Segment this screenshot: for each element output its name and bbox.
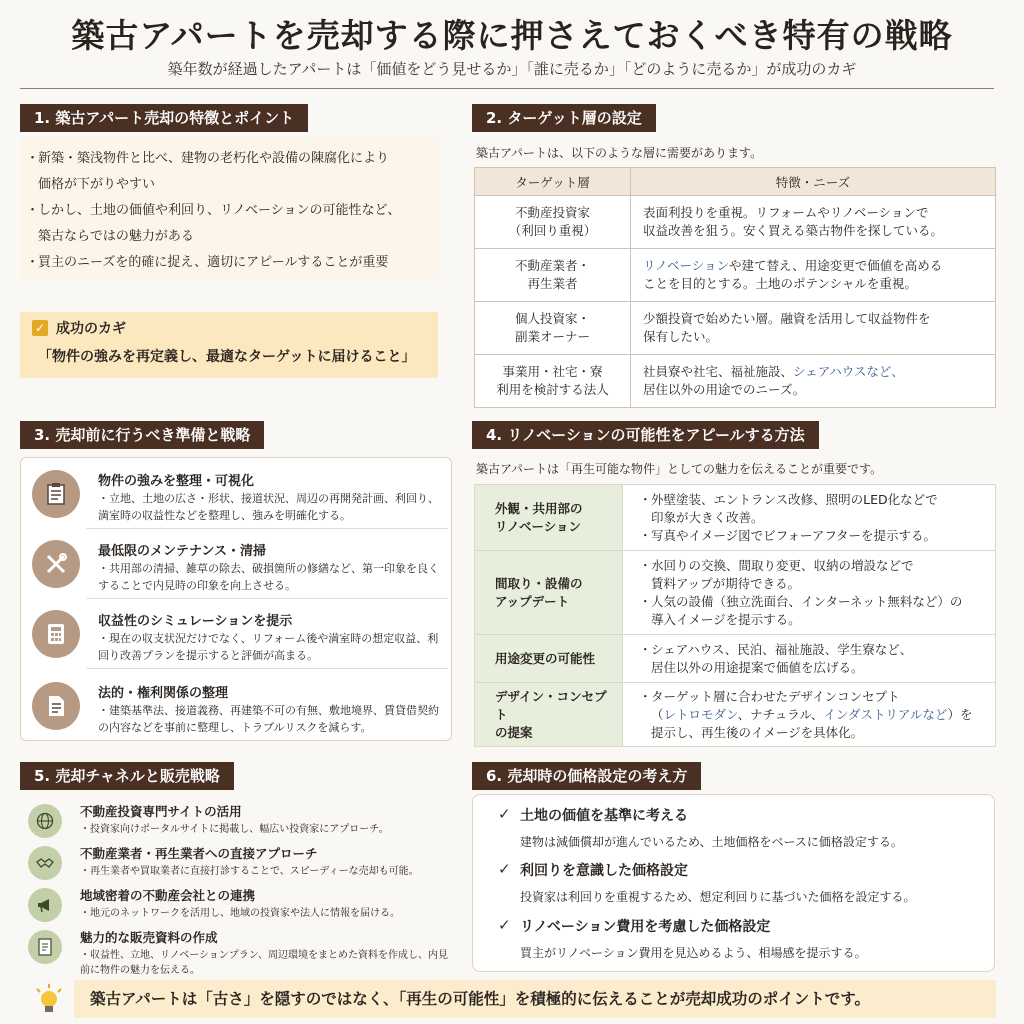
table-row: [475, 355, 996, 408]
tools-icon: [32, 540, 80, 588]
table-row: [475, 635, 996, 683]
page-subtitle: 築年数が経過したアパートは「価値をどう見せるか」「誰に売るか」「どのように売るか」が成功のカギ: [167, 60, 857, 78]
table-cell: 不動産投資家 （利回り重視）: [475, 196, 631, 249]
section1-list: [26, 146, 438, 276]
table-cell: 表面利投りを重視。リフォームやリノベーションで 収益改善を狙う。安く買える築古物件を探している。: [631, 196, 996, 249]
calculator-icon: [32, 610, 80, 658]
table-row: [475, 196, 996, 249]
item-title: 最低限のメンテナンス・清掃: [98, 544, 266, 559]
document-icon: [32, 682, 80, 730]
check-icon: ✓: [498, 805, 511, 823]
table-cell: ・ 水回りの交換、間取り変更、収納の増設などで 賃料アップが期待できる。 ・ 人気の設備（独立洗面台、インターネット無料など）の 導入イメージを提示する。: [623, 551, 996, 635]
table-cell: 社員寮や社宅、福祉施設、シェアハウスなど、 居住以外の用途でのニーズ。: [631, 355, 996, 408]
table-cell: 不動産業者・ 再生業者: [475, 249, 631, 302]
success-key-title: 成功のカギ: [56, 321, 126, 337]
success-key-text: 「物件の強みを再定義し、最適なターゲットに届けること」: [38, 349, 416, 365]
table-cell: 外観・共用部の リノベーション: [475, 485, 623, 551]
checkbox-icon: ✓: [32, 320, 48, 336]
handshake-icon: [28, 846, 62, 880]
column-header: ターゲット層: [475, 168, 631, 196]
item-title: 物件の強みを整理・可視化: [98, 474, 255, 489]
table-cell: ・ 外壁塗装、エントランス改修、照明のLED化などで 印象が大きく改善。 ・ 写真やイメージ図でビフォーアフターを提示する。: [623, 485, 996, 551]
item-text: ・立地、土地の広さ・形状、接道状況、周辺の再開発計画、利回り、満室時の収益性などを整理し、強みを明確化する。: [98, 492, 439, 522]
list-item: [20, 530, 452, 600]
item-text: ・現在の収支状況だけでなく、リフォーム後や満室時の想定収益、利回り改善プランを提示すると評価が高まる。: [98, 632, 439, 662]
list-item: ・ しかし、土地の価値や利回り、リノベーションの可能性など、: [26, 203, 401, 218]
column-header: 特徴・ニーズ: [631, 168, 996, 196]
item-title: 収益性のシミュレーションを提示: [98, 614, 293, 629]
table-cell: デザイン・コンセプト の提案: [475, 683, 623, 747]
item-text: ・投資家向けポータルサイトに掲載し、幅広い投資家にアプローチ。: [80, 824, 389, 835]
section3-heading: 3. 売却前に行うべき準備と戦略: [20, 421, 264, 449]
table-cell: 個人投資家・ 副業オーナー: [475, 302, 631, 355]
clipboard-icon: [32, 470, 80, 518]
item-text: 投資家は利回りを重視するため、想定利回りに基づいた価格を設定する。: [520, 890, 916, 904]
check-icon: ✓: [498, 860, 511, 878]
page-title: 築古アパートを売却する際に押さえておくべき特有の戦略: [71, 16, 953, 55]
item-title: 不動産投資専門サイトの活用: [80, 804, 242, 819]
item-title: 不動産業者・再生業者への直接アプローチ: [80, 846, 318, 861]
item-text: 買主がリノベーション費用を見込めるよう、相場感を提示する。: [520, 946, 867, 960]
table-header-row: [475, 168, 996, 196]
item-text: ・地元のネットワークを活用し、地域の投資家や法人に情報を届ける。: [80, 908, 400, 919]
section1-heading: 1. 築古アパート売却の特徴とポイント: [20, 104, 308, 132]
section5-heading: 5. 売却チャネルと販売戦略: [20, 762, 234, 790]
section4-intro: 築古アパートは「再生可能な物件」としての魅力を伝えることが重要です。: [476, 462, 883, 476]
item-text: ・再生業者や買取業者に直接打診することで、スピーディーな売却も可能。: [80, 866, 419, 877]
table-row: [475, 485, 996, 551]
table-cell: 用途変更の可能性: [475, 635, 623, 683]
item-text: ・共用部の清掃、雑草の除去、破損箇所の修繕など、第一印象を良くすることで内見時の印象を向上させる。: [98, 562, 439, 592]
list-item: [20, 460, 452, 530]
item-title: 法的・権利関係の整理: [98, 686, 229, 701]
target-table: [474, 167, 996, 408]
table-cell: ・ シェアハウス、民泊、福祉施設、学生寮など、 居住以外の用途提案で価値を広げる。: [623, 635, 996, 683]
brochure-icon: [28, 930, 62, 964]
list-item: [20, 926, 452, 976]
lightbulb-icon: [34, 984, 64, 1020]
divider: [86, 598, 448, 599]
table-row: [475, 551, 996, 635]
list-item: ・ 買主のニーズを的確に捉え、適切にアピールすることが重要: [26, 255, 389, 270]
table-cell: 事業用・社宅・寮 利用を検討する法人: [475, 355, 631, 408]
section2-intro: 築古アパートは、以下のような層に需要があります。: [476, 146, 763, 160]
globe-icon: [28, 804, 62, 838]
renovation-table: [474, 484, 996, 747]
item-title: 利回りを意識した価格設定: [520, 863, 688, 879]
divider: [86, 668, 448, 669]
list-item: [20, 600, 452, 670]
megaphone-icon: [28, 888, 62, 922]
page-header: [0, 0, 1024, 92]
table-cell: 少額投資で始めたい層。融資を活用して収益物件を 保有したい。: [631, 302, 996, 355]
item-text: ・収益性、立地、リノベーションプラン、周辺環境をまとめた資料を作成し、内見前に物件の魅力を伝える。: [80, 950, 448, 976]
list-item: ・ 新築・築浅物件と比べ、建物の老朽化や設備の陳腐化により: [26, 151, 390, 166]
item-title: 土地の価値を基準に考える: [520, 808, 688, 824]
list-item-cont: 価格が下がりやすい: [38, 177, 156, 192]
table-cell: ・ ターゲット層に合わせたデザインコンセプト （レトロモダン、ナチュラル、インダストリアルなど）を 提示し、再生後のイメージを具体化。: [623, 683, 996, 747]
item-text: ・建築基準法、接道義務、再建築不可の有無、敷地境界、賃貸借契約の内容などを事前に整理し、トラブルリスクを減らす。: [98, 704, 439, 734]
section6-heading: 6. 売却時の価格設定の考え方: [472, 762, 701, 790]
table-cell: リノベーションや建て替え、用途変更で価値を高める ことを目的とする。土地のポテンシャルを重視。: [631, 249, 996, 302]
section4-heading: 4. リノベーションの可能性をアピールする方法: [472, 421, 819, 449]
item-text: 建物は減価償却が進んでいるため、土地価格をベースに価格設定する。: [520, 835, 903, 849]
divider: [86, 528, 448, 529]
table-row: [475, 683, 996, 747]
check-icon: ✓: [498, 916, 511, 934]
list-item-cont: 築古ならではの魅力がある: [38, 229, 194, 244]
item-title: リノベーション費用を考慮した価格設定: [520, 919, 771, 935]
item-title: 魅力的な販売資料の作成: [80, 930, 218, 945]
header-divider: [20, 88, 994, 89]
table-cell: 間取り・設備の アップデート: [475, 551, 623, 635]
item-title: 地域密着の不動産会社との連携: [80, 888, 256, 903]
list-item: [20, 672, 452, 742]
footer-banner: 築古アパートは「古さ」を隠すのではなく、「再生の可能性」を積極的に伝えることが売却成功のポイントです。: [74, 980, 996, 1018]
section2-heading: 2. ターゲット層の設定: [472, 104, 656, 132]
table-row: [475, 249, 996, 302]
table-row: [475, 302, 996, 355]
